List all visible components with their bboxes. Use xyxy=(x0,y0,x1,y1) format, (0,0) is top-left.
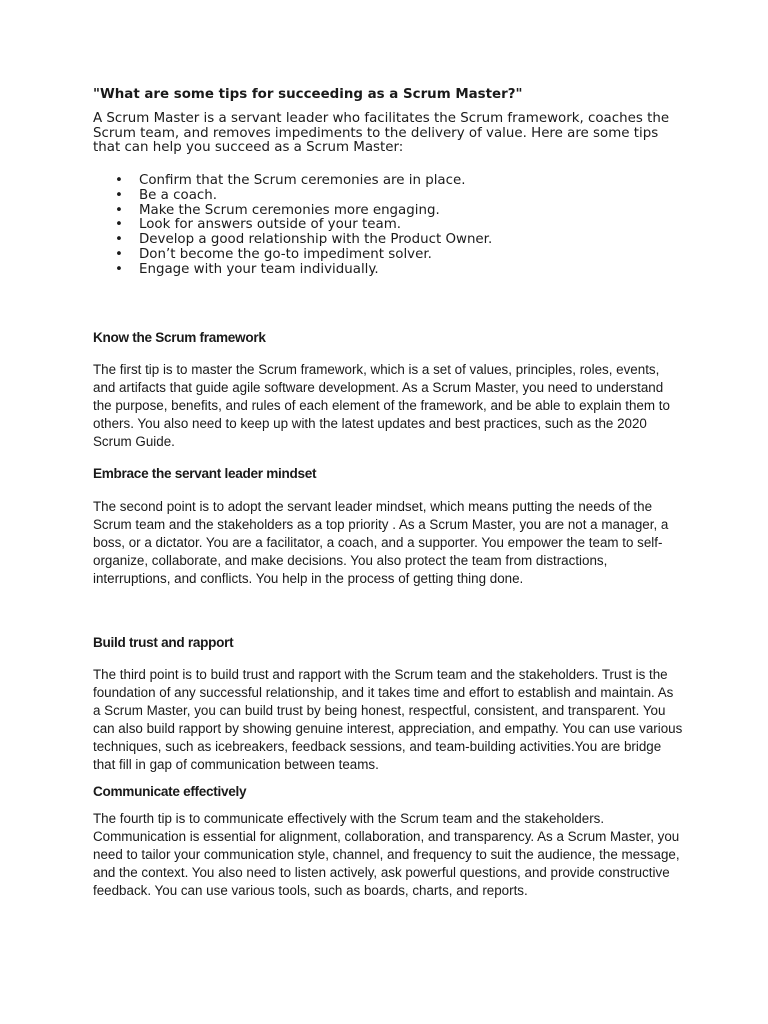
tips-list xyxy=(93,174,683,278)
list-item: • Don’t become the go-to impediment solver. xyxy=(93,248,683,263)
list-item: • Develop a good relationship with the Product Owner. xyxy=(93,233,683,248)
list-item: • Engage with your team individually. xyxy=(93,263,683,278)
list-item: • Be a coach. xyxy=(93,189,683,204)
intro-paragraph: A Scrum Master is a servant leader who facilitates the Scrum framework, coaches the Scrum team, and removes impediments to the delivery of value. Here are some tips that can help you succeed as a Scrum Master: xyxy=(93,111,670,156)
list-item: • Look for answers outside of your team. xyxy=(93,218,683,233)
section-heading-trust-rapport: Build trust and rapport xyxy=(93,635,234,650)
list-item: • Confirm that the Scrum ceremonies are in place. xyxy=(93,174,683,189)
question-title: "What are some tips for succeeding as a Scrum Master?" xyxy=(93,87,523,102)
list-item: • Make the Scrum ceremonies more engaging. xyxy=(93,204,683,219)
section-body-scrum-framework: The first tip is to master the Scrum framework, which is a set of values, principles, roles, events, and artifacts that guide agile software development. As a Scrum Master, you need to understand the purpose, benefits, and rules of each element of the framework, and be able to explain them to others. You also need to keep up with the latest updates and best practices, such as the 2020 Scrum Guide. xyxy=(93,362,670,449)
section-body-communicate: The fourth tip is to communicate effectively with the Scrum team and the stakeholders. Communication is essential for alignment, collaboration, and transparency. As a Scrum Master, you need to tailor your communication style, channel, and frequency to suit the audience, the message, and the context. You also need to listen actively, ask powerful questions, and provide constructive feedback. You can use various tools, such as boards, charts, and reports. xyxy=(93,811,680,898)
section-body-trust-rapport: The third point is to build trust and rapport with the Scrum team and the stakeholders. Trust is the foundation of any successful relationship, and it takes time and effort to establish and maintain. As a Scrum Master, you can build trust by being honest, respectful, consistent, and transparent. You can also build rapport by showing genuine interest, appreciation, and empathy. You can use various techniques, such as icebreakers, feedback sessions, and team-building activities.You are bridge that fill in gap of communication between teams. xyxy=(93,667,683,772)
section-body-servant-leader: The second point is to adopt the servant leader mindset, which means putting the needs of the Scrum team and the stakeholders as a top priority . As a Scrum Master, you are not a manager, a boss, or a dictator. You are a facilitator, a coach, and a supporter. You empower the team to self-organize, collaborate, and make decisions. You also protect the team from distractions, interruptions, and conflicts. You help in the process of getting thing done. xyxy=(93,499,669,586)
section-heading-servant-leader: Embrace the servant leader mindset xyxy=(93,466,317,481)
section-heading-communicate: Communicate effectively xyxy=(93,784,247,799)
section-heading-scrum-framework: Know the Scrum framework xyxy=(93,330,266,345)
